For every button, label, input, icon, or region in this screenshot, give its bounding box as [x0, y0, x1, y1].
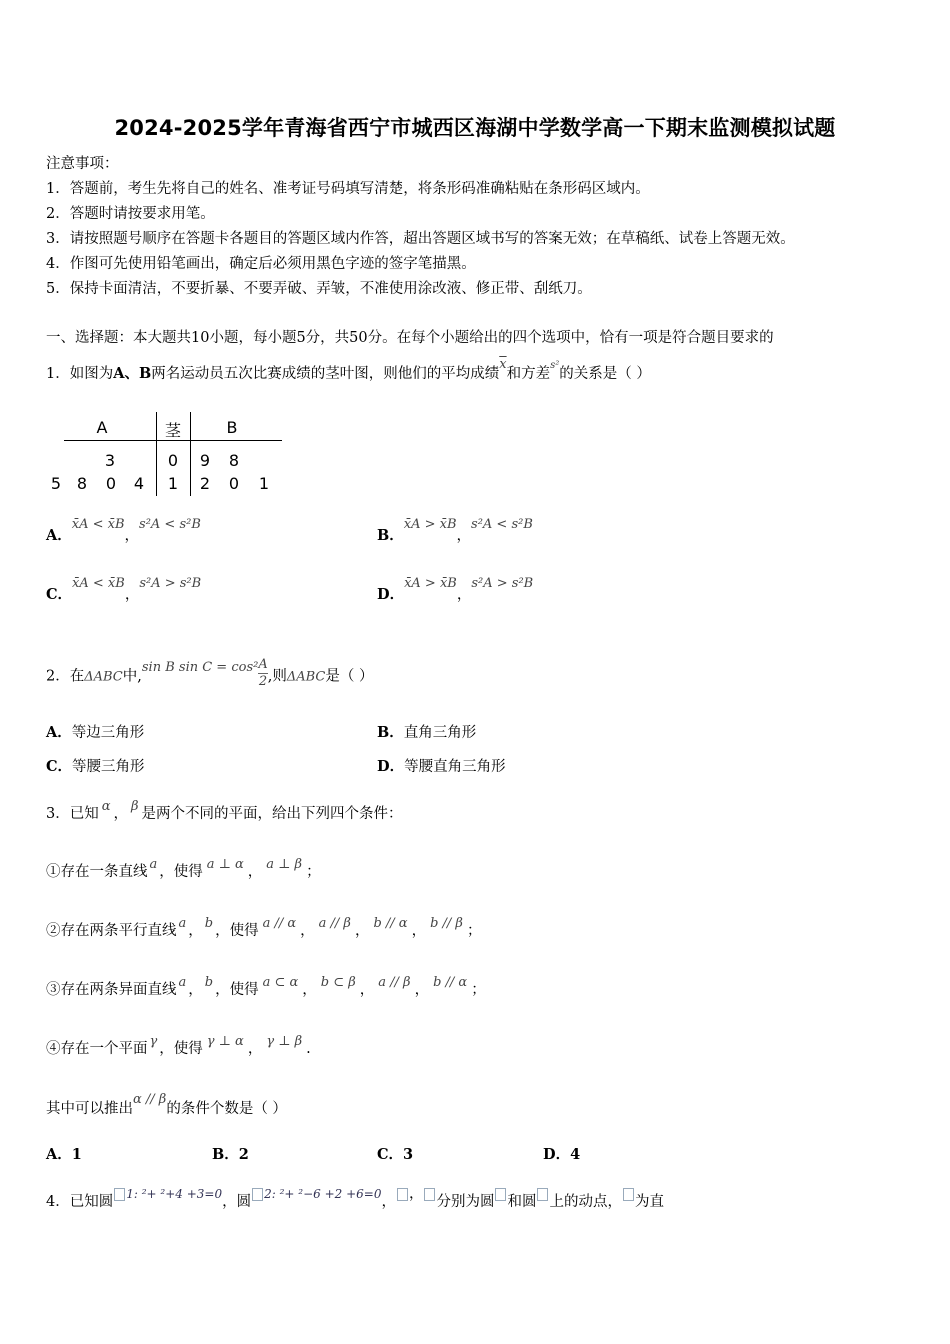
cond-math: a ⊂ α	[262, 975, 299, 990]
triangle-math: ΔABC	[84, 669, 123, 685]
option-d[interactable]: D．x̄A > x̄B，s²A > s²B	[377, 576, 534, 603]
q3-text: 是两个不同的平面，给出下列四个条件：	[141, 806, 403, 822]
condition-text: ；	[306, 864, 321, 880]
leaf: 0	[228, 474, 240, 493]
condition-text: ④存在一个平面	[46, 1041, 148, 1057]
circle1-glyph	[494, 1186, 507, 1202]
cond-math: a // β	[378, 975, 411, 990]
condition-text: ③存在两条异面直线	[46, 982, 177, 998]
option-math: x̄A < x̄B	[71, 517, 125, 532]
option-math: s²A < s²B	[471, 517, 533, 532]
beta-math: β	[131, 799, 139, 814]
option-label: D．	[377, 586, 405, 603]
leaf: 3	[104, 451, 116, 470]
condition-text: ，使得	[215, 982, 259, 998]
ask-math: α // β	[133, 1092, 167, 1107]
q1-text: 如图为	[69, 366, 114, 382]
option-math: s²A > s²B	[471, 576, 534, 591]
q1-text: 的关系是（ ）	[559, 366, 651, 382]
option-math: x̄A > x̄B	[403, 517, 457, 532]
condition-1: ①存在一条直线 a ，使得 a ⊥ α ， a ⊥ β ；	[46, 857, 321, 880]
option-label: D．	[377, 758, 405, 775]
cond-math: γ ⊥ β	[266, 1034, 303, 1049]
q2-text: ,则	[267, 668, 287, 685]
q4-text: 上的动点，	[549, 1194, 622, 1210]
option-math: s²A > s²B	[139, 576, 202, 591]
notice-heading: 注意事项：	[46, 156, 119, 172]
option-label: C．	[46, 586, 73, 603]
question-3-ask	[46, 1092, 287, 1118]
option-b[interactable]	[212, 1143, 249, 1164]
option-b[interactable]: B．x̄A > x̄B，s²A < s²B	[377, 517, 533, 544]
page-title: 2024-2025学年青海省西宁市城西区海湖中学数学高一下期末监测模拟试题	[114, 116, 836, 140]
option-text: 3	[403, 1146, 414, 1163]
header-b: B	[226, 418, 238, 437]
option-a[interactable]	[46, 721, 144, 742]
question-4	[46, 1186, 664, 1211]
option-text: 1	[71, 1146, 82, 1163]
q1-text: A、B	[113, 365, 152, 382]
q3-text: 的条件个数是（ ）	[166, 1101, 287, 1117]
option-label: A．	[46, 1146, 72, 1163]
option-d[interactable]	[377, 755, 506, 776]
option-label: B．	[212, 1146, 239, 1163]
circle2-text: 2: ²+ ²−6 +2 +6=0	[264, 1187, 382, 1201]
fraction	[258, 657, 267, 690]
stem: 1	[167, 474, 179, 493]
q4-text: 分别为圆	[436, 1194, 495, 1210]
point-p-glyph	[396, 1186, 437, 1202]
condition-text: ，使得	[159, 1041, 203, 1057]
triangle-math: ΔABC	[286, 669, 326, 685]
table-rule	[156, 412, 157, 496]
option-c[interactable]	[46, 755, 145, 776]
missing-glyph-icon	[252, 1188, 263, 1201]
leaf: 8	[76, 474, 88, 493]
q3-text: 已知	[69, 806, 99, 822]
option-a[interactable]	[46, 1143, 82, 1164]
option-text: 等腰三角形	[72, 759, 145, 775]
cond-math: b // β	[430, 916, 463, 931]
option-text: 4	[570, 1146, 581, 1163]
cond-math: b	[204, 916, 214, 931]
option-c[interactable]: C．x̄A < x̄B，s²A > s²B	[46, 576, 202, 603]
leaf: 9	[199, 451, 211, 470]
cond-math: a	[178, 975, 187, 990]
cond-math: a ⊥ β	[266, 857, 303, 872]
leaf: 8	[228, 451, 240, 470]
option-label: A．	[46, 724, 72, 741]
option-label: A．	[46, 527, 72, 544]
stem: 0	[167, 451, 179, 470]
fraction-top: A	[258, 657, 268, 672]
notice-item: 4．作图可先使用铅笔画出，确定后必须用黑色字迹的签字笔描黑。	[46, 256, 476, 272]
notice-item: 2．答题时请按要求用笔。	[46, 206, 215, 222]
point-glyph	[622, 1186, 635, 1202]
circle1-equation	[113, 1187, 222, 1201]
question-number: 1．	[46, 366, 70, 382]
question-number: 3．	[46, 806, 70, 822]
option-label: C．	[46, 758, 73, 775]
cond-math: a	[178, 916, 187, 931]
option-text: 等腰直角三角形	[404, 759, 506, 775]
option-a[interactable]: A．x̄A < x̄B，s²A < s²B	[46, 517, 201, 544]
option-d[interactable]	[543, 1143, 580, 1164]
question-3: 3．已知 α ， β 是两个不同的平面，给出下列四个条件：	[46, 799, 403, 822]
cond-math: a	[149, 857, 158, 872]
notice-item: 3．请按照题号顺序在答题卡各题目的答题区域内作答，超出答题区域书写的答案无效；在草稿纸、试卷上答题无效。	[46, 231, 795, 247]
option-label: B．	[377, 527, 404, 544]
q4-text: 为直	[634, 1194, 664, 1210]
option-text: 直角三角形	[403, 725, 477, 741]
cond-math: a ⊥ α	[206, 857, 244, 872]
cond-math: b // α	[433, 975, 468, 990]
cond-math: γ	[149, 1034, 158, 1049]
condition-text: ；	[466, 923, 482, 939]
q4-text: ，圆	[222, 1194, 252, 1210]
q2-text: 在	[69, 668, 85, 685]
header-stem: 茎	[164, 421, 181, 440]
circle2-equation	[251, 1187, 381, 1201]
question-1	[46, 357, 651, 383]
leaf: 1	[258, 474, 270, 493]
cond-math: b // α	[373, 916, 408, 931]
notice-item: 1．答题前，考生先将自己的姓名、准考证号码填写清楚，将条形码准确粘贴在条形码区域内。	[46, 181, 650, 197]
condition-text: ，使得	[215, 923, 259, 939]
fraction-bottom: 2	[258, 674, 268, 689]
option-b[interactable]	[377, 721, 476, 742]
option-label: D．	[543, 1146, 571, 1163]
missing-glyph-icon	[114, 1188, 125, 1201]
q1-text: 和方差	[506, 366, 551, 382]
leaf: 2	[199, 474, 211, 493]
question-number: 4．	[46, 1194, 70, 1210]
condition-text: ②存在两条平行直线	[46, 923, 177, 939]
missing-glyph-icon	[397, 1188, 408, 1201]
option-label: C．	[377, 1146, 404, 1163]
condition-text: ；	[471, 982, 486, 998]
option-label: B．	[377, 724, 404, 741]
missing-glyph-icon	[623, 1188, 634, 1201]
cond-math: b	[204, 975, 214, 990]
option-text: 2	[238, 1146, 249, 1163]
q3-text: 其中可以推出	[46, 1101, 133, 1117]
notice-item: 5．保持卡面清洁，不要折暴、不要弄破、弄皱，不准使用涂改液、修正带、刮纸刀。	[46, 281, 592, 297]
option-c[interactable]	[377, 1143, 413, 1164]
leaf: 4	[133, 474, 145, 493]
formula-math: sin B sin C = cos²	[141, 659, 259, 675]
option-math: s²A < s²B	[139, 517, 201, 532]
condition-4: ④存在一个平面 γ ，使得 γ ⊥ α ， γ ⊥ β .	[46, 1034, 311, 1057]
q4-separator: ，	[408, 1186, 424, 1202]
alpha-math: α	[101, 799, 111, 814]
question-2	[46, 657, 374, 693]
section-heading: 一、选择题：本大题共10小题，每小题5分，共50分。在每个小题给出的四个选项中，恰有一项是符合题目要求的	[46, 330, 774, 346]
q4-text: 和圆	[507, 1194, 537, 1210]
missing-glyph-icon	[424, 1188, 435, 1201]
option-math: x̄A < x̄B	[72, 576, 125, 591]
q4-text: 已知圆	[69, 1194, 114, 1210]
leaf: 0	[105, 474, 117, 493]
condition-text: ①存在一条直线	[46, 864, 148, 880]
leaf: 5	[50, 474, 62, 493]
q1-text: 两名运动员五次比赛成绩的茎叶图，则他们的平均成绩	[151, 366, 500, 382]
circle1-text: 1: ²+ ²+4 +3=0	[126, 1187, 223, 1201]
condition-2: ②存在两条平行直线 a ， b ，使得 a // α ， a // β ， b // α ， b // β ；	[46, 916, 482, 939]
s2-math: s²	[550, 360, 560, 371]
q2-text: 中,	[122, 668, 142, 685]
missing-glyph-icon	[537, 1188, 548, 1201]
cond-math: a // β	[318, 916, 351, 931]
condition-3: ③存在两条异面直线 a ， b ，使得 a ⊂ α ， b ⊂ β ， a // β ， b // α ；	[46, 975, 486, 998]
missing-glyph-icon	[495, 1188, 506, 1201]
xbar-math: $\overline{x}$	[499, 357, 507, 372]
q4-text: ，	[381, 1194, 396, 1210]
cond-math: γ ⊥ α	[206, 1034, 244, 1049]
cond-math: a // α	[262, 916, 297, 931]
question-number: 2．	[46, 668, 70, 685]
header-a: A	[96, 418, 108, 437]
condition-text: ，使得	[159, 864, 203, 880]
circle2-glyph	[536, 1186, 549, 1202]
condition-text: .	[306, 1041, 311, 1057]
option-text: 等边三角形	[71, 725, 145, 741]
cond-math: b ⊂ β	[320, 975, 356, 990]
option-math: x̄A > x̄B	[404, 576, 457, 591]
q2-text: 是（ ）	[325, 668, 374, 685]
